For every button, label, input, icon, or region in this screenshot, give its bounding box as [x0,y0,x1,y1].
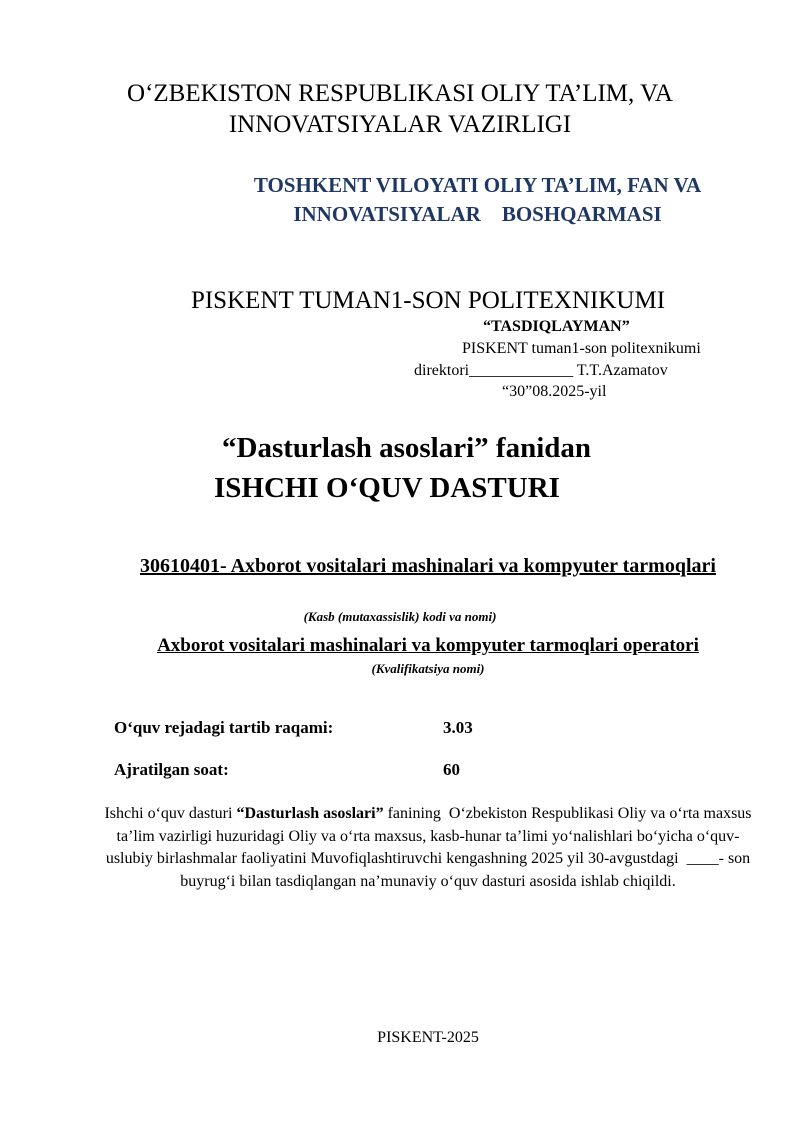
ministry-line-2: INNOVATSIYALAR VAZIRLIGI [228,111,572,138]
description-prefix: Ishchi o‘quv dasturi [104,805,237,822]
college-name: PISKENT TUMAN1-SON POLITEXNIKUMI [190,287,666,314]
order-number-label: O‘quv rejadagi tartib raqami: [114,718,334,737]
order-number-value: 3.03 [443,718,473,737]
footer-place-year: PISKENT-2025 [377,1029,479,1046]
board-line-2: INNOVATSIYALAR BOSHQARMASI [293,202,662,226]
approval-title: “TASDIQLAYMAN” [483,318,630,335]
specialty-name: 30610401- Axborot vositalari mashinalari va kompyuter tarmoqlari [140,555,716,577]
specialty-caption: (Kasb (mutaxassislik) kodi va nomi) [303,609,497,624]
regional-board-heading [200,171,755,229]
description-body: fanining O‘zbekiston Respublikasi Oliy va o‘rta maxsus ta’lim vazirligi huzuridagi Oliy va o‘rta maxsus, kasb-hunar ta’limi yo‘nalishlari bo‘yicha o‘quv-uslubiy birlashmalar faoliyatini Muvofiqlashtiruvchi kengashning 2025 yil 30-avgustdagi ____- son buyrug‘i bilan tasdiqlangan na’munaviy o‘quv dasturi asosida ishlab chiqildi. [105,805,756,890]
hours-label: Ajratilgan soat: [114,760,229,779]
subject-title: “Dasturlash asoslari” fanidan [222,432,592,464]
approval-date: “30”08.2025-yil [502,383,607,400]
ministry-line-1: O‘ZBEKISTON RESPUBLIKASI OLIY TA’LIM, VA [127,80,673,107]
board-line-1: TOSHKENT VILOYATI OLIY TA’LIM, FAN VA [253,173,702,197]
hours-value: 60 [443,760,460,779]
approval-line-1: PISKENT tuman1-son politexnikumi [462,340,701,357]
description-paragraph [100,803,756,893]
ministry-heading [0,78,800,140]
qualification-name: Axborot vositalari mashinalari va kompyuter tarmoqlari operatori [157,635,699,656]
approval-line-2: direktori_____________ T.T.Azamatov [414,362,668,379]
qualification-caption: (Kvalifikatsiya nomi) [371,661,485,676]
document-title: ISHCHI O‘QUV DASTURI [214,472,560,504]
description-subject: “Dasturlash asoslari” [236,805,384,822]
